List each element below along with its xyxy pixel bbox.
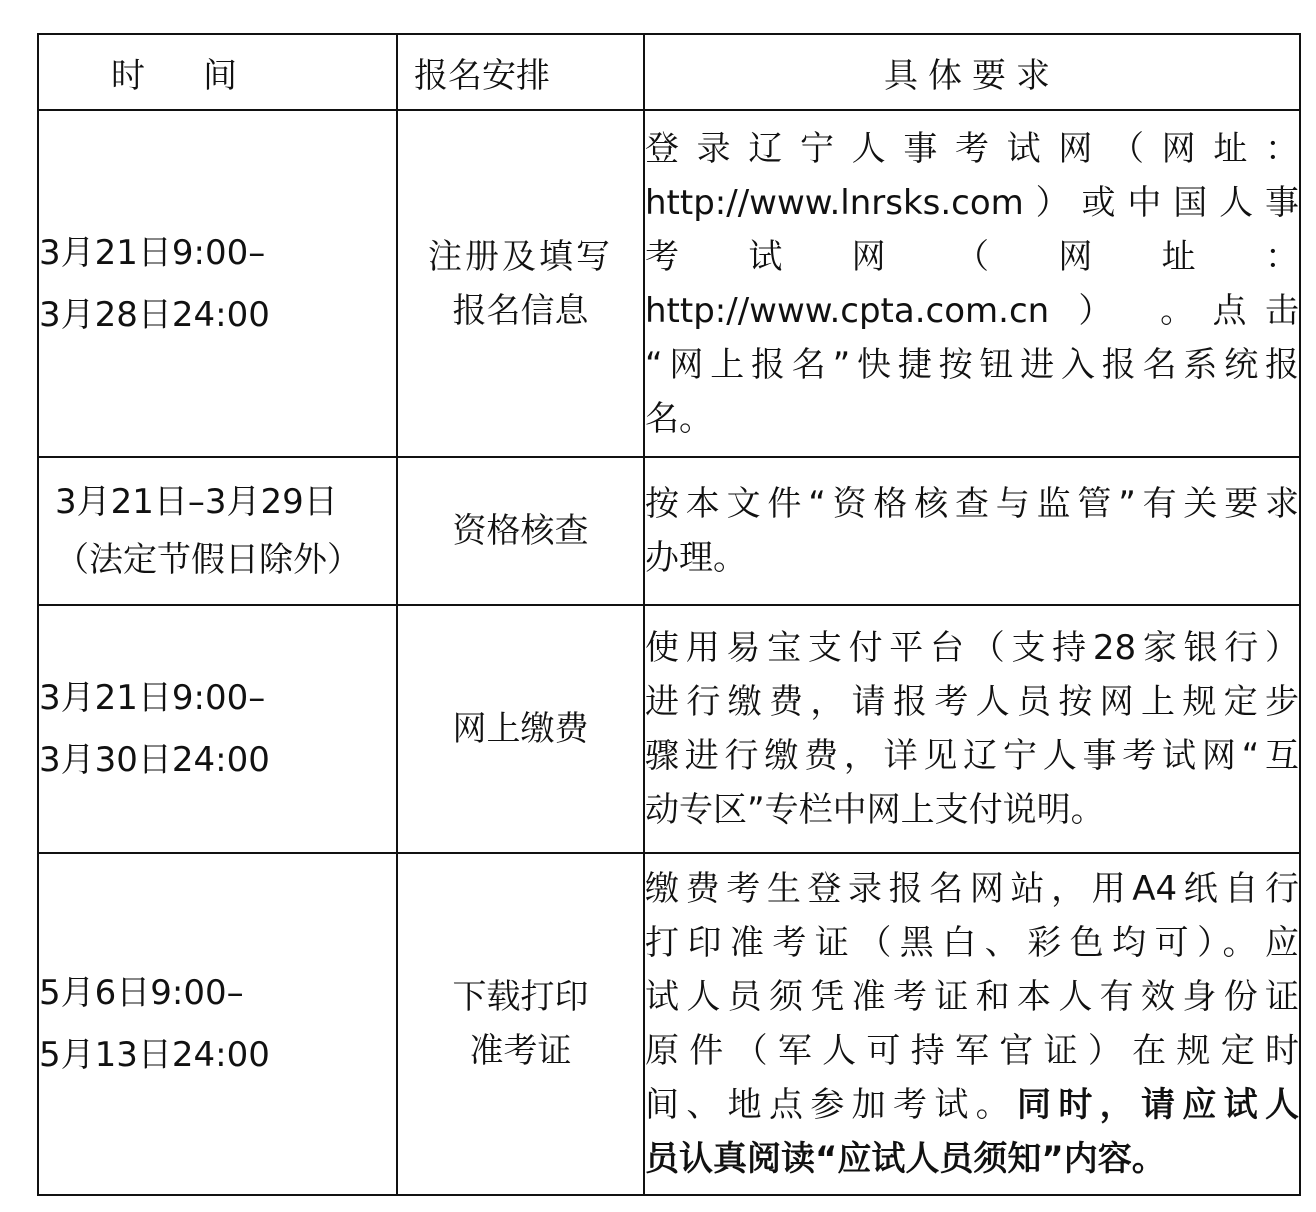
requirement-line: 原件（军人可持军官证）在规定时 — [645, 1031, 1299, 1071]
header-requirements: 具体要求 — [644, 34, 1300, 110]
requirement-line: 考 试 网 （ 网 址 ： — [645, 236, 1299, 277]
time-line: （法定节假日除外） — [55, 540, 361, 580]
table-row — [38, 457, 1300, 605]
time-line: 3月21日9:00– — [39, 232, 266, 273]
requirement-cell — [644, 853, 1300, 1195]
time-line: 5月6日9:00– — [39, 973, 244, 1013]
time-cell — [38, 110, 397, 457]
requirement-line: 动专区”专栏中网上支付说明。 — [645, 790, 1105, 830]
time-line: 5月13日24:00 — [39, 1035, 270, 1075]
time-line: 3月28日24:00 — [39, 294, 270, 335]
arrangement-cell — [397, 853, 644, 1195]
requirement-line: 办理。 — [645, 538, 747, 578]
time-cell — [38, 457, 397, 605]
header-time — [38, 34, 397, 110]
requirement-line: 骤进行缴费，详见辽宁人事考试网“互 — [645, 736, 1299, 776]
requirement-cell — [644, 605, 1300, 853]
requirement-line: http://www.cpta.com.cn ） 。点击 — [645, 290, 1299, 331]
requirement-line: http://www.lnrsks.com）或中国人事 — [645, 182, 1299, 223]
header-arrangement: 报名安排 — [397, 34, 644, 110]
arrangement-cell — [397, 605, 644, 853]
time-cell — [38, 853, 397, 1195]
arrangement-line: 下载打印 — [452, 977, 589, 1017]
requirement-line: 试人员须凭准考证和本人有效身份证 — [645, 977, 1299, 1017]
header-time-char-2: 间 — [203, 55, 237, 96]
table-header-row — [38, 34, 1300, 110]
arrangement-cell — [397, 457, 644, 605]
time-line: 3月21日–3月29日 — [55, 482, 338, 522]
requirement-line: 间、地点参加考试。 — [645, 1085, 1017, 1125]
time-cell — [38, 605, 397, 853]
requirement-line: 使用易宝支付平台（支持28家银行） — [645, 628, 1299, 668]
requirement-bold-line: 员认真阅读“应试人员须知”内容。 — [645, 1139, 1166, 1179]
arrangement-line: 报名信息 — [452, 290, 589, 331]
time-line: 3月30日24:00 — [39, 740, 270, 780]
requirement-line: 打印准考证（黑白、彩色均可）。应 — [645, 923, 1299, 963]
requirement-line: 登录辽宁人事考试网（网址： — [645, 128, 1299, 169]
time-line: 3月21日9:00– — [39, 678, 266, 718]
requirement-cell — [644, 110, 1300, 457]
table-row — [38, 853, 1300, 1195]
arrangement-line: 网上缴费 — [452, 709, 589, 749]
arrangement-line: 资格核查 — [452, 511, 589, 551]
requirement-line: 进行缴费，请报考人员按网上规定步 — [645, 682, 1299, 722]
requirement-line: 按本文件“资格核查与监管”有关要求 — [645, 484, 1299, 524]
table-row — [38, 110, 1300, 457]
arrangement-line: 注册及填写 — [428, 236, 613, 277]
requirement-line: “网上报名”快捷按钮进入报名系统报 — [645, 344, 1299, 385]
requirement-cell — [644, 457, 1300, 605]
requirement-bold-line: 同时，请应试人 — [1017, 1085, 1299, 1125]
requirement-line-mixed — [645, 1078, 1299, 1132]
arrangement-line: 准考证 — [469, 1031, 572, 1071]
table-row — [38, 605, 1300, 853]
requirement-line: 名。 — [645, 398, 713, 439]
requirement-line: 缴费考生登录报名网站，用A4纸自行 — [645, 869, 1299, 909]
header-time-char-1: 时 — [111, 55, 145, 96]
registration-schedule-table — [37, 33, 1301, 1196]
arrangement-cell — [397, 110, 644, 457]
